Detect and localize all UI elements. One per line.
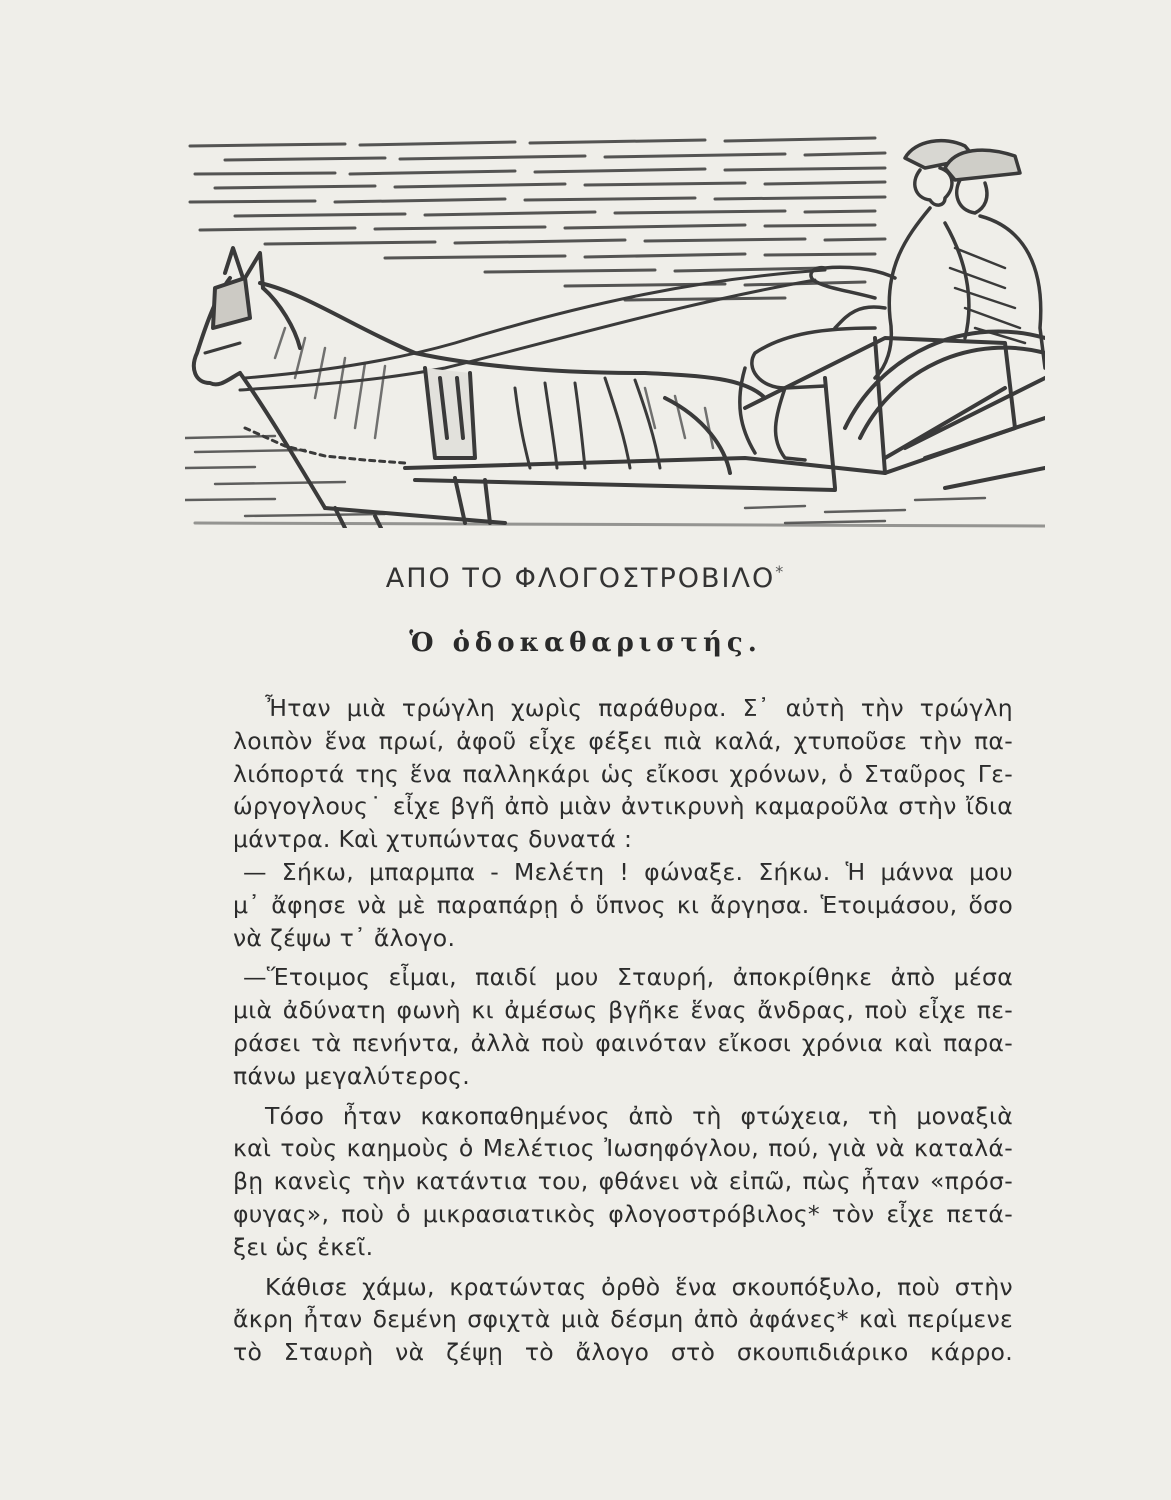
text-line: μάντρα. Καὶ χτυπώντας δυνατά : [233,825,633,854]
text-line: ἄκρη ἦταν δεμένη σφιχτὰ μιὰ δέσμη ἀπὸ ἀφάνες* καὶ περίμενε [233,1305,1013,1334]
horse-cart-illustration [185,128,1045,528]
text-line: ώργογλους˙ εἶχε βγῆ ἀπὸ μιὰν ἀντικρυνὴ καμαροῦλα στὴν ἴδια [233,792,1013,821]
text-line: Ἦταν μιὰ τρώγλη χωρὶς παράθυρα. Σ᾽ αὐτὴ τὴν τρώγλη [265,694,1013,722]
text-line: τὸ Σταυρὴ νὰ ζέψῃ τὸ ἄλογο στὸ σκουπιδιάρικο κάρρο. [233,1338,1013,1367]
text-line: πάνω μεγαλύτερος. [233,1061,470,1090]
text-line: λοιπὸν ἕνα πρωί, ἀφοῦ εἶχε φέξει πιὰ καλά, χτυποῦσε τὴν πα- [233,726,1013,755]
text-line: μιὰ ἀδύνατη φωνὴ κι ἀμέσως βγῆκε ἕνας ἄνδρας, ποὺ εἶχε πε- [233,996,1013,1025]
text-line: ξει ὡς ἐκεῖ. [233,1232,374,1261]
text-line: φυγας», ποὺ ὁ μικρασιατικὸς φλογοστρόβιλος* τὸν εἶχε πετά- [233,1199,1013,1228]
text-line: μ᾽ ἄφησε νὰ μὲ παραπάρῃ ὁ ὕπνος κι ἄργησα. Ἑτοιμάσου, ὅσο [233,890,1013,919]
footnote-mark: * [775,562,786,581]
text-line: βῃ κανεὶς τὴν κατάντια του, φθάνει νὰ εἰπῶ, πὼς ἦταν «πρόσ- [233,1167,1013,1196]
text-line: Κάθισε χάμω, κρατώντας ὀρθὸ ἕνα σκουπόξυλο, ποὺ στὴν [265,1272,1013,1301]
text-line: νὰ ζέψω τ᾽ ἄλογο. [233,923,456,952]
text-line: ράσει τὰ πενήντα, ἀλλὰ ποὺ φαινόταν εἴκοσι χρόνια καὶ παρα- [233,1028,1013,1057]
text-line: Τόσο ἦταν κακοπαθημένος ἀπὸ τὴ φτώχεια, τὴ μοναξιὰ [265,1101,1013,1130]
chapter-title [0,562,1171,594]
text-line: καὶ τοὺς καημοὺς ὁ Μελέτιος Ἰωσηφόγλου, πού, γιὰ νὰ καταλά- [233,1134,1013,1163]
text-line: λιόπορτά της ἕνα παλληκάρι ὡς εἴκοσι χρόνων, ὁ Σταῦρος Γε- [233,759,1013,788]
text-line: — Σήκω, μπαρμπα - Μελέτη ! φώναξε. Σήκω. Ἡ μάννα μου [243,857,1013,886]
text-line: —Ἕτοιμος εἶμαι, παιδί μου Σταυρή, ἀποκρίθηκε ἀπὸ μέσα [243,963,1013,992]
body-text [233,692,1013,1369]
chapter-title-text: ΑΠΟ ΤΟ ΦΛΟΓΟΣΤΡΟΒΙΛΟ [385,563,776,594]
section-subtitle: Ὁ ὁδοκαθαριστής. [409,628,762,658]
